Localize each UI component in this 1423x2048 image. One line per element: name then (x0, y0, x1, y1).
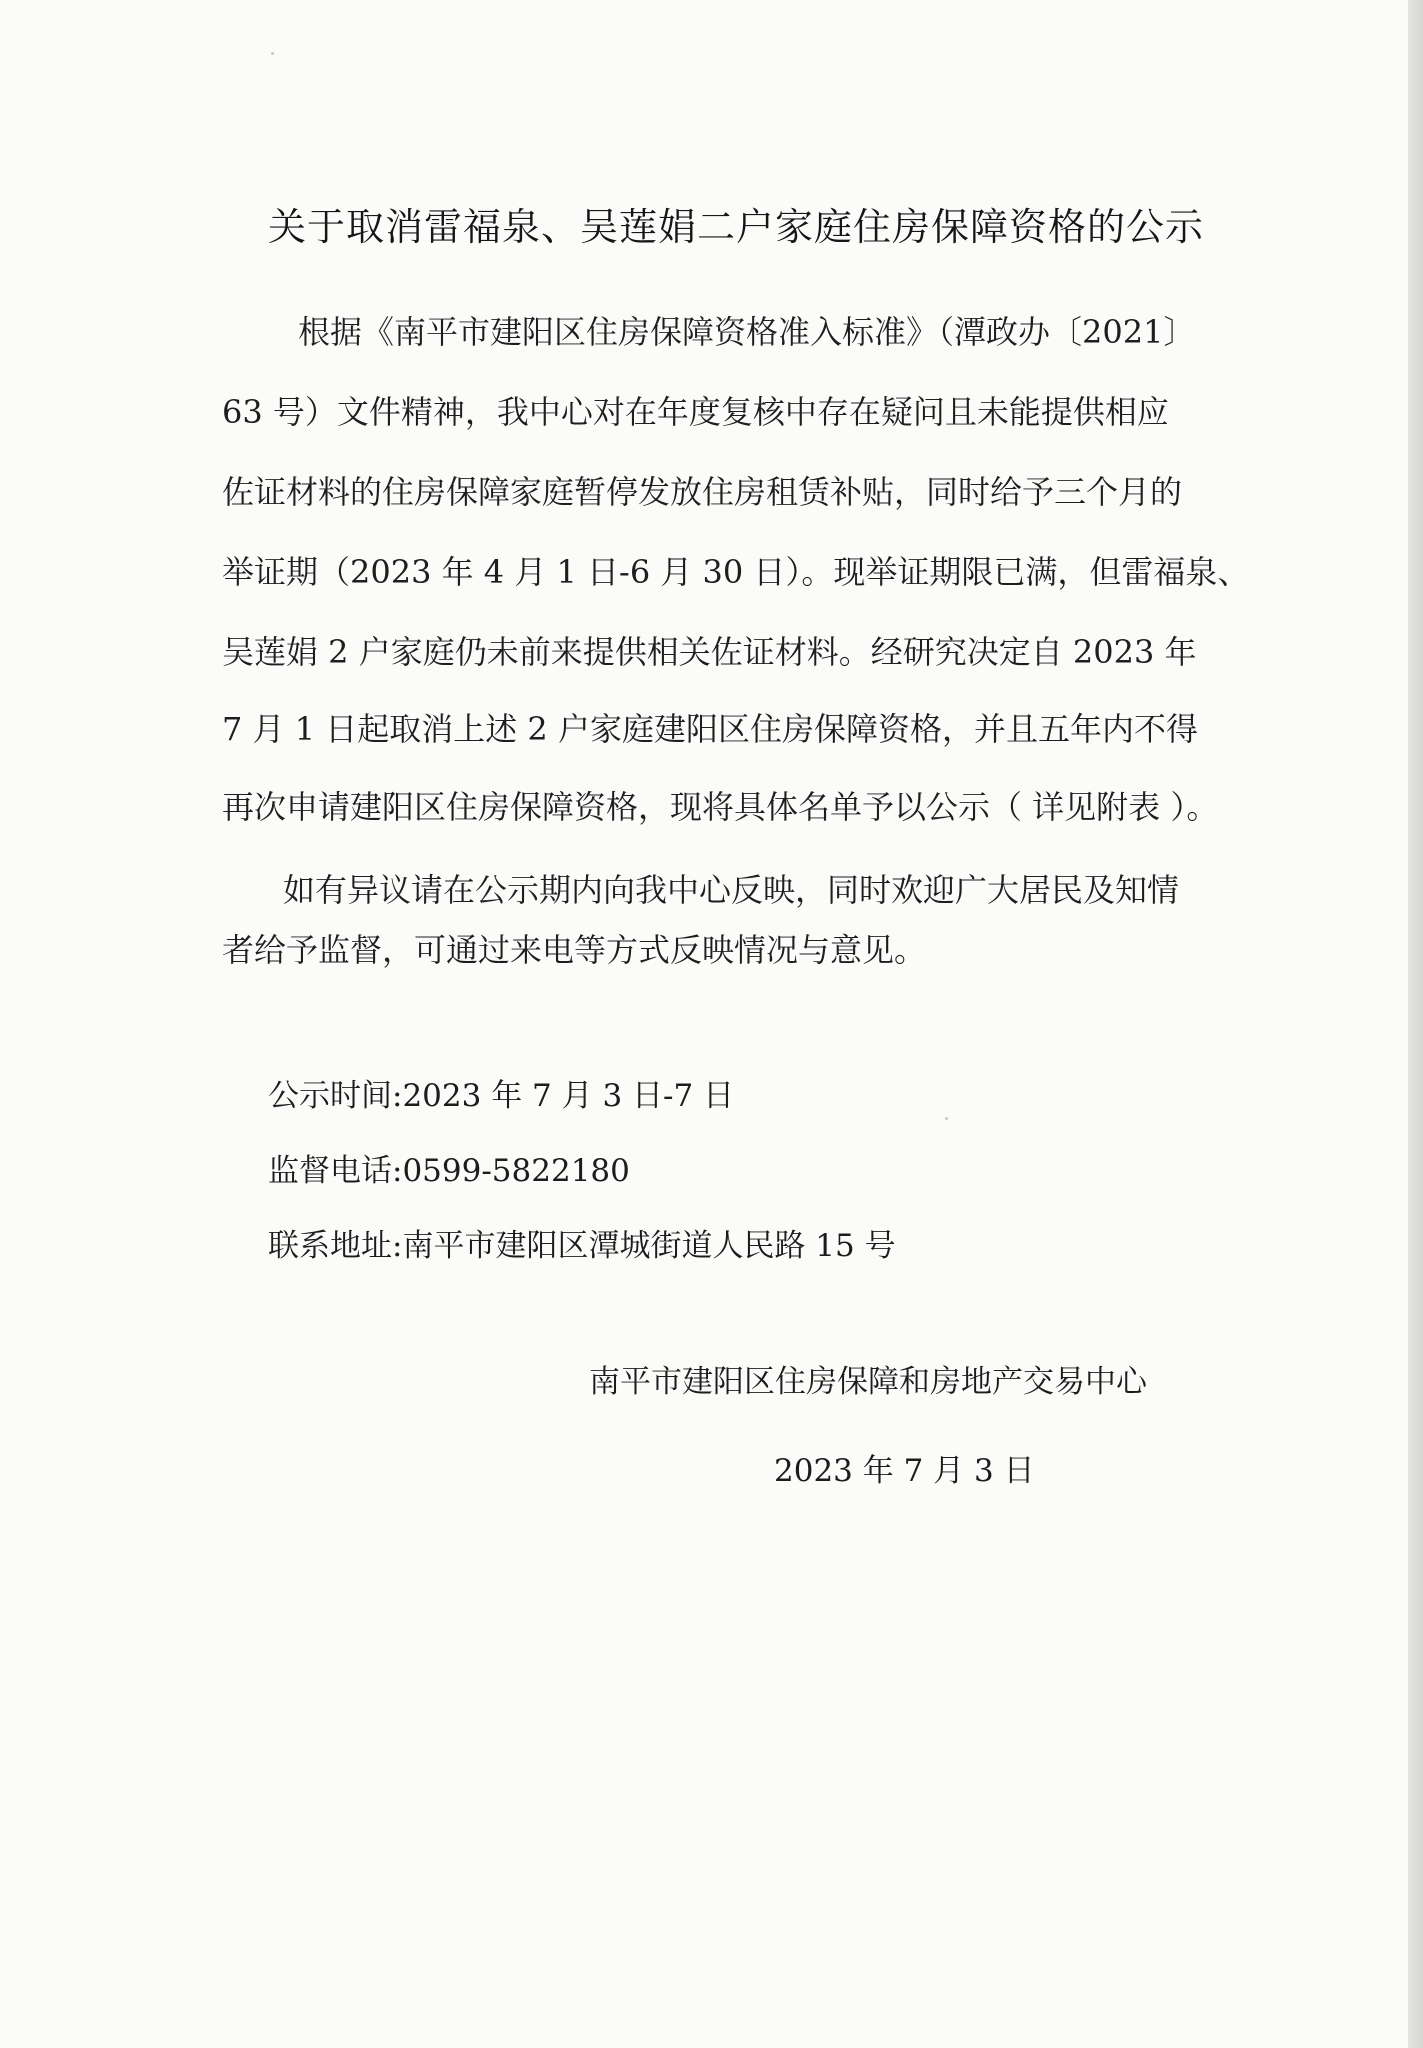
paragraph-line: 佐证材料的住房保障家庭暂停发放住房租赁补贴，同时给予三个月的 (222, 473, 1183, 511)
paragraph-line: 根据《南平市建阳区住房保障资格准入标准》（潭政办〔2021〕 (298, 313, 1196, 351)
paragraph-line: 吴莲娟 2 户家庭仍未前来提供相关佐证材料。经研究决定自 2023 年 (222, 633, 1197, 671)
signature-date: 2023 年 7 月 3 日 (774, 1453, 1035, 1489)
paragraph-line: 63 号）文件精神，我中心对在年度复核中存在疑问且未能提供相应 (222, 393, 1169, 431)
contact-address: 联系地址:南平市建阳区潭城街道人民路 15 号 (268, 1228, 896, 1264)
paragraph-line: 举证期（2023 年 4 月 1 日-6 月 30 日）。现举证期限已满，但雷福泉、 (222, 553, 1250, 591)
paragraph-line: 如有异议请在公示期内向我中心反映，同时欢迎广大居民及知情 (283, 871, 1180, 909)
notice-period: 公示时间:2023 年 7 月 3 日-7 日 (268, 1078, 735, 1114)
document-title: 关于取消雷福泉、吴莲娟二户家庭住房保障资格的公示 (268, 205, 1205, 249)
paragraph-line: 7 月 1 日起取消上述 2 户家庭建阳区住房保障资格，并且五年内不得 (222, 710, 1198, 748)
signature-organization: 南平市建阳区住房保障和房地产交易中心 (589, 1364, 1147, 1400)
paper-speck (271, 52, 274, 55)
paragraph-line: 者给予监督，可通过来电等方式反映情况与意见。 (222, 931, 927, 969)
page-edge-shadow (1408, 0, 1423, 2048)
supervision-phone: 监督电话:0599-5822180 (268, 1153, 630, 1189)
paragraph-line: 再次申请建阳区住房保障资格，现将具体名单予以公示（ 详见附表 ）。 (222, 788, 1219, 826)
paper-speck (945, 1117, 948, 1120)
